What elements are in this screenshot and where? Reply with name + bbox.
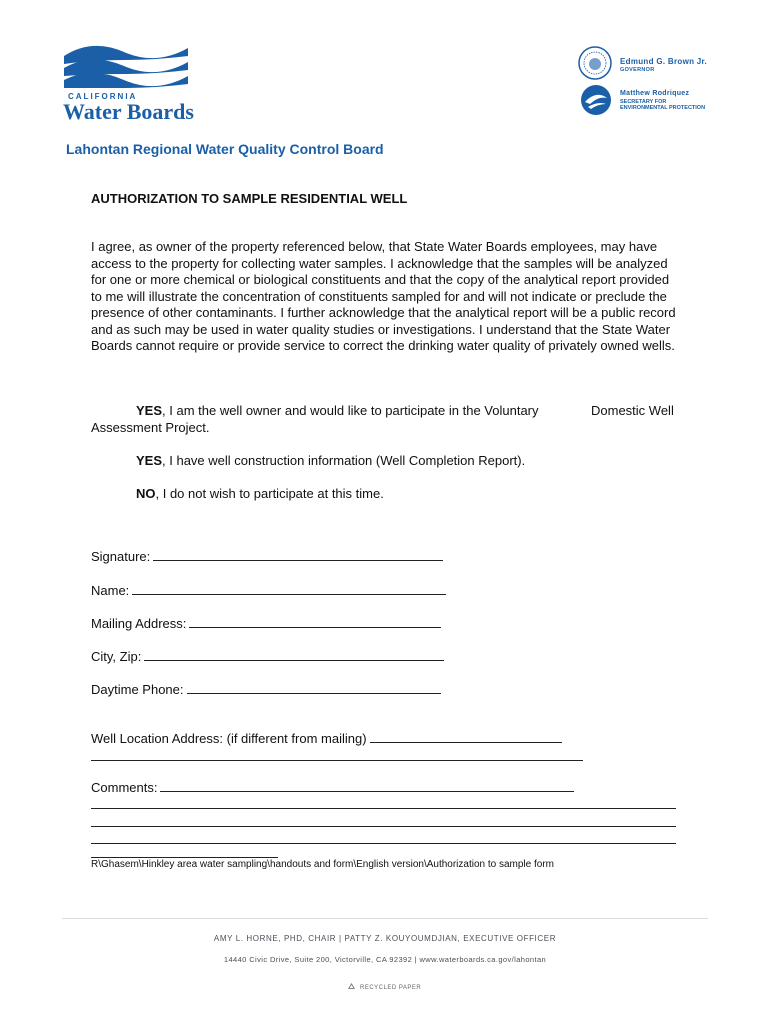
governor-name: Edmund G. Brown Jr. bbox=[620, 57, 708, 66]
logo-name-text: Water Boards bbox=[63, 99, 194, 124]
well-location-label: Well Location Address: (if different from mailing) bbox=[91, 731, 367, 746]
board-name: Lahontan Regional Water Quality Control Board bbox=[66, 141, 384, 157]
option-text: , I have well construction information (Well Completion Report). bbox=[162, 453, 526, 468]
comments-line-2[interactable] bbox=[91, 808, 676, 809]
daytime-phone-field[interactable] bbox=[91, 682, 441, 697]
recycle-icon bbox=[347, 983, 356, 992]
footer-divider bbox=[62, 918, 708, 919]
option-yes-well-info bbox=[136, 453, 525, 468]
option-text: , I do not wish to participate at this time. bbox=[155, 486, 384, 501]
daytime-phone-line[interactable] bbox=[187, 692, 441, 694]
secretary-title-line1: SECRETARY FOR bbox=[620, 99, 667, 105]
mailing-address-label: Mailing Address: bbox=[91, 616, 187, 631]
option-label: YES bbox=[136, 453, 163, 468]
mailing-address-field[interactable] bbox=[91, 616, 441, 631]
city-zip-label: City, Zip: bbox=[91, 649, 142, 664]
footnote-divider bbox=[91, 857, 278, 858]
water-boards-wave-icon bbox=[62, 42, 192, 90]
city-zip-line[interactable] bbox=[144, 659, 444, 661]
secretary-title-line2: ENVIRONMENTAL PROTECTION bbox=[620, 105, 706, 111]
name-label: Name: bbox=[91, 583, 130, 598]
comments-line-4[interactable] bbox=[91, 843, 676, 844]
logo-state-text: CALIFORNIA bbox=[68, 92, 138, 101]
option-yes-participate-continued: Domestic Well bbox=[591, 403, 674, 418]
option-label: YES bbox=[136, 403, 163, 418]
well-location-line-2[interactable] bbox=[91, 760, 583, 761]
signature-label: Signature: bbox=[91, 549, 151, 564]
form-title: AUTHORIZATION TO SAMPLE RESIDENTIAL WELL bbox=[91, 191, 408, 206]
name-field[interactable] bbox=[91, 583, 446, 598]
footer-officers: AMY L. HORNE, PHD, CHAIR | PATTY Z. KOUYOUMDJIAN, EXECUTIVE OFFICER bbox=[213, 934, 557, 943]
daytime-phone-label: Daytime Phone: bbox=[91, 682, 184, 697]
option-yes-participate-continued-2: Assessment Project. bbox=[91, 420, 210, 435]
calepa-logo-icon bbox=[580, 84, 612, 116]
well-location-field[interactable] bbox=[91, 731, 562, 746]
governor-title: GOVERNOR bbox=[620, 67, 655, 73]
file-path-note: R\Ghasem\Hinkley area water sampling\handouts and form\English version\Authorization to sample form bbox=[91, 859, 554, 870]
footer-address: 14440 Civic Drive, Suite 200, Victorville, CA 92392 | www.waterboards.ca.gov/lahontan bbox=[223, 955, 547, 964]
option-yes-participate bbox=[136, 403, 539, 418]
agreement-paragraph: I agree, as owner of the property referenced below, that State Water Boards employees, may have access to the property for collecting water samples. I acknowledge that the samples will be analyzed for one or more chemical or biological constituents and that the copy of the analytical report provided to me will illustrate the concentration of constituents sampled for and will not indicate or preclude the presence of other contaminants. I further acknowledge that the analytical report will be a public record and as such may be used in water quality studies or investigations. I understand that the State Water Boards cannot require or provide service to correct the drinking water quality of privately owned wells. bbox=[91, 239, 676, 353]
mailing-address-line[interactable] bbox=[189, 626, 441, 628]
option-no bbox=[136, 486, 384, 501]
comments-line[interactable] bbox=[160, 790, 574, 792]
signature-field[interactable] bbox=[91, 549, 443, 564]
option-text: , I am the well owner and would like to participate in the Voluntary bbox=[162, 403, 539, 418]
california-seal-icon bbox=[578, 46, 612, 80]
name-line[interactable] bbox=[132, 593, 446, 595]
signature-line[interactable] bbox=[153, 559, 443, 561]
comments-field[interactable] bbox=[91, 780, 574, 795]
comments-line-3[interactable] bbox=[91, 826, 676, 827]
secretary-name: Matthew Rodriquez bbox=[620, 90, 690, 97]
recycled-paper-text: RECYCLED PAPER bbox=[360, 984, 422, 991]
well-location-line[interactable] bbox=[370, 741, 562, 743]
city-zip-field[interactable] bbox=[91, 649, 444, 664]
option-label: NO bbox=[136, 486, 156, 501]
comments-label: Comments: bbox=[91, 780, 158, 795]
recycled-paper-note bbox=[347, 983, 421, 992]
